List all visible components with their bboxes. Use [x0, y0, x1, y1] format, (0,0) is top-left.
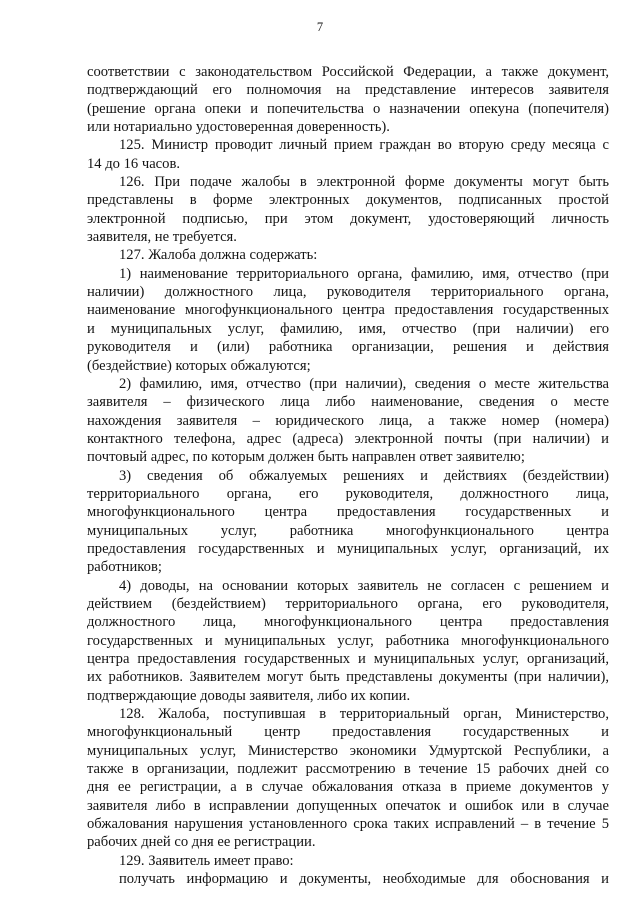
text-line: соответствии с законодательством Российской Федерации, а также документ,: [87, 64, 609, 80]
document-body: [87, 63, 609, 888]
text-line: центра предоставления государственных и муниципальных услуг, организаций,: [87, 651, 609, 667]
text-line: многофункциональный центр предоставления государственных и: [87, 724, 609, 741]
text-line: 3) сведения об обжалуемых решениях и действиях (бездействии): [119, 467, 609, 484]
text-line: наличии) должностного лица, руководителя территориального органа,: [87, 284, 609, 301]
text-line: наименование многофункционального центра предоставления государственных: [87, 302, 609, 319]
text-line: работников;: [87, 559, 162, 576]
text-line: 14 до 16 часов.: [87, 155, 180, 172]
text-line: многофункционального центра предоставления государственных и: [87, 504, 609, 521]
text-line: контактного телефона, адрес (адреса) электронной почты (при наличии) и: [87, 430, 609, 447]
text-line: почтовый адрес, по которым должен быть направлен ответ заявителю;: [87, 449, 525, 466]
text-line: заявителя – физического лица либо наименование, сведения о месте: [87, 394, 609, 411]
text-line: 127. Жалоба должна содержать:: [119, 247, 318, 264]
text-line: (решение органа опеки и попечительства о назначении опекуна (попечителя): [87, 100, 609, 117]
text-line: предоставления государственных и муниципальных услуг, организаций, их: [87, 540, 609, 557]
text-line: 128. Жалоба, поступившая в территориальный орган, Министерство,: [119, 706, 609, 723]
text-line: 126. При подаче жалобы в электронной форме документы могут быть: [119, 174, 609, 191]
text-line: и муниципальных услуг, фамилию, имя, отчество (при наличии) его: [87, 320, 609, 337]
text-line: муниципальных услуг, Министерство экономики Удмуртской Республики, а: [87, 742, 609, 759]
text-line: должностного лица, многофункционального центра предоставления: [87, 614, 609, 631]
page-number: 7: [316, 20, 324, 34]
text-line: руководителя и (или) работника организации, решения и действия: [87, 339, 609, 356]
text-line: подтверждающий его полномочия на представление интересов заявителя: [87, 82, 609, 99]
text-line: 1) наименование территориального органа, фамилию, имя, отчество (при: [119, 265, 609, 282]
text-line: 4) доводы, на основании которых заявитель не согласен с решением и: [119, 577, 609, 594]
text-line: действием (бездействием) территориального органа, его руководителя,: [87, 595, 609, 612]
text-line: электронной подписью, при этом документ, удостоверяющий личность: [87, 210, 609, 227]
text-line: их работников. Заявителем могут быть представлены документы (при наличии),: [87, 669, 609, 686]
text-line: заявителя, не требуется.: [87, 229, 237, 246]
text-line: государственных и муниципальных услуг, работника многофункционального: [87, 632, 609, 649]
text-line: или нотариально удостоверенная доверенность).: [87, 119, 390, 136]
text-line: территориального органа, его руководителя, должностного лица,: [87, 485, 609, 502]
text-line: получать информацию и документы, необходимые для обоснования и: [119, 871, 609, 888]
text-line: подтверждающие доводы заявителя, либо их копии.: [87, 687, 411, 704]
text-line: 129. Заявитель имеет право:: [119, 852, 294, 869]
text-line: 125. Министр проводит личный прием граждан во вторую среду месяца с: [119, 137, 609, 154]
text-line: также в организации, подлежит рассмотрению в течение 15 рабочих дней со: [87, 761, 609, 778]
text-line: обжалования нарушения установленного срока таких исправлений – в течение 5: [87, 816, 609, 833]
text-line: муниципальных услуг, работника многофункционального центра: [87, 522, 609, 539]
text-line: представлены в форме электронных документов, подписанных простой: [87, 192, 609, 209]
text-line: нахождения заявителя – юридического лица, а также номер (номера): [87, 412, 609, 429]
text-line: рабочих дней со дня ее регистрации.: [87, 834, 316, 851]
text-line: 2) фамилию, имя, отчество (при наличии), сведения о месте жительства: [119, 375, 609, 392]
text-line: заявителя либо в исправлении допущенных опечаток и ошибок или в случае: [87, 797, 609, 814]
text-line: (бездействие) которых обжалуются;: [87, 357, 311, 374]
text-line: дня ее регистрации, а в случае обжалования отказа в приеме документов у: [87, 779, 609, 796]
